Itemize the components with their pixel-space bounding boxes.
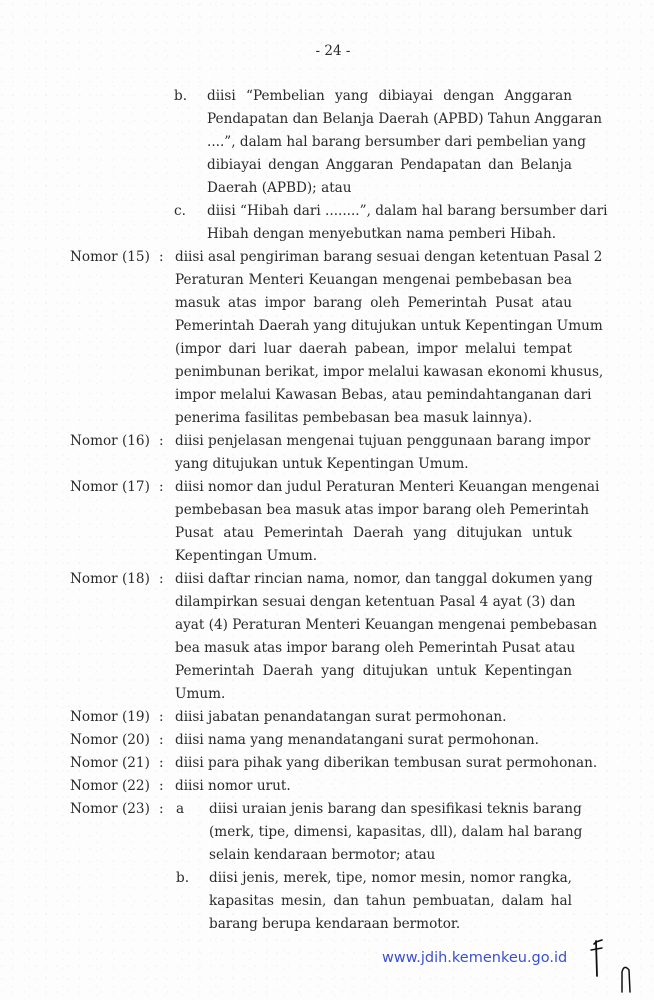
text-line: ....”, dalam hal barang bersumber dari pembelian yang (207, 134, 586, 150)
entry-colon: : (159, 801, 164, 817)
text-line: (merk, tipe, dimensi, kapasitas, dll), dalam hal barang (209, 824, 583, 840)
entry-label: Nomor (16) (70, 433, 150, 449)
entry-colon: : (159, 778, 164, 794)
text-line: barang berupa kendaraan bermotor. (209, 916, 461, 932)
entry-nomor-18 (0, 568, 654, 706)
entry-colon: : (159, 571, 164, 587)
entry-label: Nomor (22) (70, 778, 150, 794)
entry-nomor-16 (0, 430, 654, 476)
text-line: Peraturan Menteri Keuangan mengenai pembebasan bea (175, 272, 572, 288)
list-marker: a (176, 801, 185, 817)
text-line: Pemerintah Daerah yang ditujukan untuk Kepentingan Umum (175, 318, 603, 334)
text-line: ayat (4) Peraturan Menteri Keuangan mengenai pembebasan (175, 617, 598, 633)
text-line: Daerah (APBD); atau (207, 180, 352, 196)
text-line: penerima fasilitas pembebasan bea masuk lainnya). (175, 410, 533, 426)
text-line: Pusat atau Pemerintah Daerah yang ditujukan untuk (175, 525, 572, 541)
entry-label: Nomor (15) (70, 249, 150, 265)
entry-nomor-21 (0, 752, 654, 775)
handwritten-initials-icon (588, 938, 648, 993)
text-line: diisi “Pembelian yang dibiayai dengan Anggaran (207, 88, 572, 104)
entry-label: Nomor (20) (70, 732, 150, 748)
text-line: impor melalui Kawasan Bebas, atau pemindahtanganan dari (175, 387, 592, 403)
document-body (0, 85, 654, 936)
text-line: bea masuk atas impor barang oleh Pemerintah Pusat atau (175, 640, 576, 656)
text-line: diisi “Hibah dari ........”, dalam hal barang bersumber dari (207, 203, 608, 219)
entry-nomor-20 (0, 729, 654, 752)
text-line: diisi para pihak yang diberikan tembusan surat permohonan. (175, 755, 598, 771)
page-number: - 24 - (315, 43, 351, 59)
text-line: diisi uraian jenis barang dan spesifikasi teknis barang (209, 801, 582, 817)
list-marker: b. (176, 870, 190, 886)
text-line: kapasitas mesin, dan tahun pembuatan, dalam hal (209, 893, 572, 909)
text-line: diisi nomor urut. (175, 778, 291, 794)
text-line: diisi nama yang menandatangani surat permohonan. (175, 732, 539, 748)
text-line: yang ditujukan untuk Kepentingan Umum. (175, 456, 469, 472)
list-item-b (0, 85, 654, 200)
text-line: diisi asal pengiriman barang sesuai dengan ketentuan Pasal 2 (175, 249, 603, 265)
entry-nomor-15 (0, 246, 654, 430)
text-line: pembebasan bea masuk atas impor barang oleh Pemerintah (175, 502, 589, 518)
entry-colon: : (159, 709, 164, 725)
entry-nomor-22 (0, 775, 654, 798)
entry-colon: : (159, 755, 164, 771)
text-line: dilampirkan sesuai dengan ketentuan Pasal 4 ayat (3) dan (175, 594, 576, 610)
text-line: (impor dari luar daerah pabean, impor melalui tempat (175, 341, 572, 357)
list-item-b (0, 867, 654, 936)
list-item-a (0, 798, 654, 867)
text-line: Hibah dengan menyebutkan nama pemberi Hibah. (207, 226, 557, 242)
entry-nomor-19 (0, 706, 654, 729)
entry-label: Nomor (21) (70, 755, 150, 771)
text-line: Pemerintah Daerah yang ditujukan untuk Kepentingan (175, 663, 572, 679)
entry-colon: : (159, 479, 164, 495)
text-line: diisi penjelasan mengenai tujuan penggunaan barang impor (175, 433, 591, 449)
entry-colon: : (159, 732, 164, 748)
text-line: penimbunan berikat, impor melalui kawasan ekonomi khusus, (175, 364, 604, 380)
text-line: Umum. (175, 686, 226, 702)
text-line: diisi jenis, merek, tipe, nomor mesin, nomor rangka, (209, 870, 572, 886)
list-item-c (0, 200, 654, 246)
entry-label: Nomor (17) (70, 479, 150, 495)
text-line: Kepentingan Umum. (175, 548, 318, 564)
text-line: diisi nomor dan judul Peraturan Menteri Keuangan mengenai (175, 479, 600, 495)
text-line: diisi daftar rincian nama, nomor, dan tanggal dokumen yang (175, 571, 593, 587)
entry-nomor-17 (0, 476, 654, 568)
entry-label: Nomor (23) (70, 801, 150, 817)
entry-label: Nomor (18) (70, 571, 150, 587)
entry-colon: : (159, 433, 164, 449)
text-line: dibiayai dengan Anggaran Pendapatan dan Belanja (207, 157, 572, 173)
list-marker: c. (174, 203, 186, 219)
entry-colon: : (159, 249, 164, 265)
text-line: masuk atas impor barang oleh Pemerintah Pusat atau (175, 295, 572, 311)
entry-nomor-23 (0, 798, 654, 936)
text-line: diisi jabatan penandatangan surat permohonan. (175, 709, 507, 725)
list-marker: b. (174, 88, 188, 104)
footer-website-link[interactable]: www.jdih.kemenkeu.go.id (382, 950, 568, 966)
entry-label: Nomor (19) (70, 709, 150, 725)
text-line: Pendapatan dan Belanja Daerah (APBD) Tahun Anggaran (207, 111, 603, 127)
text-line: selain kendaraan bermotor; atau (209, 847, 436, 863)
